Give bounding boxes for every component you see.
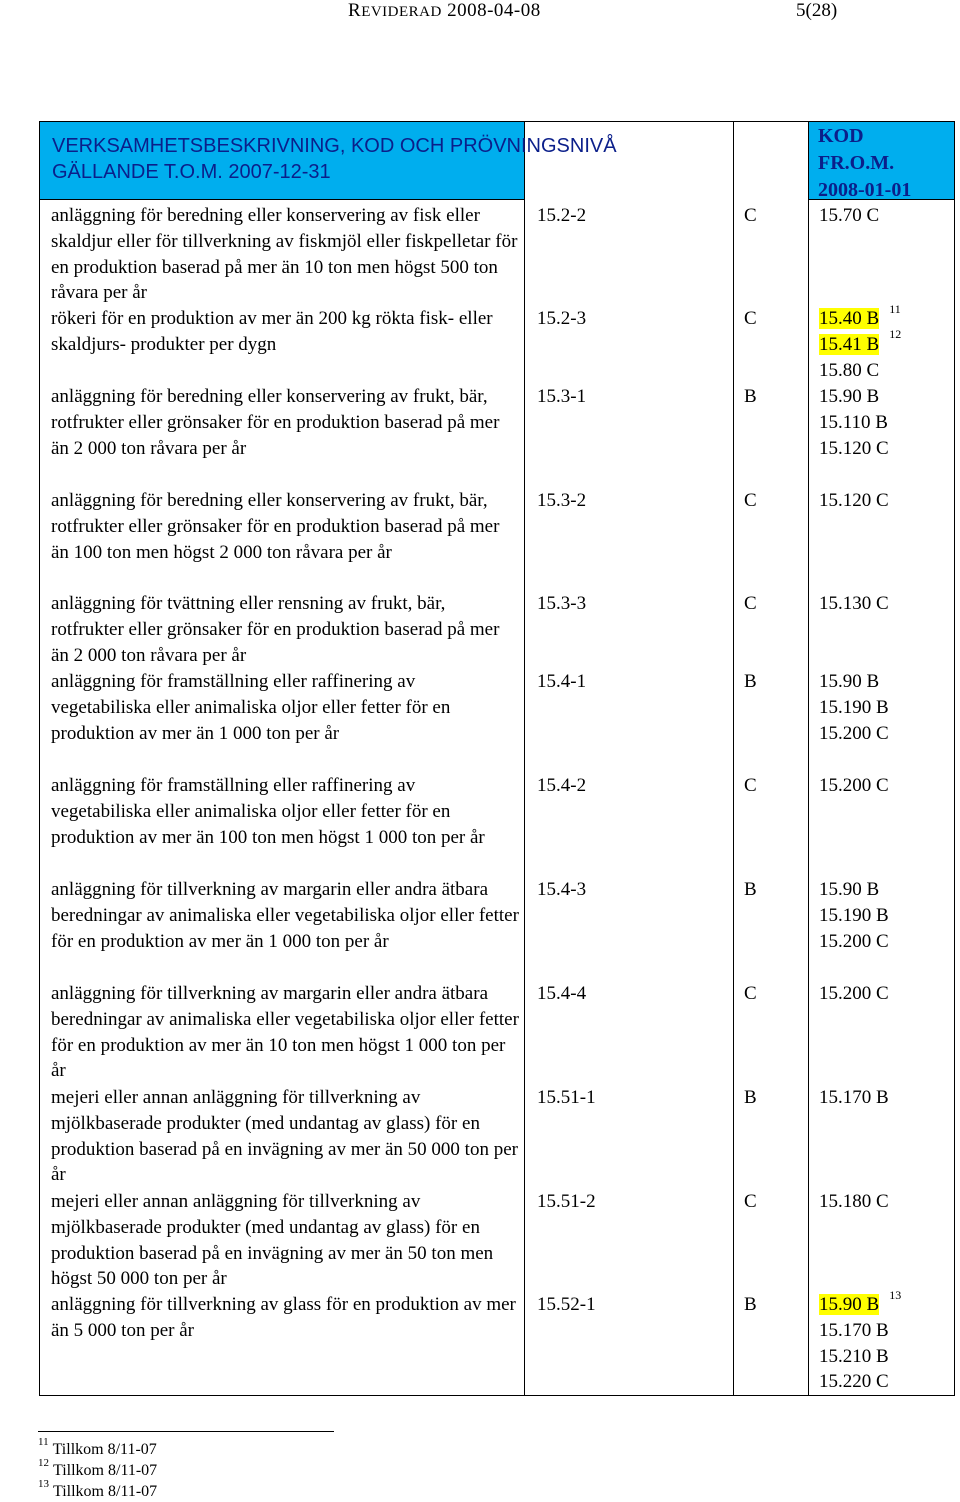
page-number: 5(28) [796,0,838,21]
permit-level: B [744,1087,757,1108]
activity-description: rökeri för en produktion av mer än 200 kg rökta fisk- eller skaldjurs- produkter per dygn [51,308,493,355]
new-codes [819,1189,889,1215]
new-code: 15.190 B [819,904,889,926]
activity-description: anläggning för tillverkning av glass för en produktion av mer än 5 000 ton per år [51,1294,516,1341]
permit-level: C [744,490,757,511]
new-code: 15.130 C [819,593,889,614]
new-codes [819,488,889,514]
activity-description: mejeri eller annan anläggning för tillverkning av mjölkbaserade produkter (med undantag av glass) för en produktion baserad på en invägning av mer än 50 000 ton per år [51,1087,518,1186]
header-rule-left [39,199,524,200]
permit-level: C [744,593,757,614]
old-code: 15.52-1 [537,1294,596,1315]
activity-description: anläggning för beredning eller konservering av fisk eller skaldjur eller för tillverkning av fiskmjöl eller fiskpelletar för en produktion baserad på mer än 10 ton men högst 500 ton råvara per år [51,205,518,304]
new-code: 15.80 C [819,359,880,381]
activity-description: anläggning för beredning eller konservering av frukt, bär, rotfrukter eller grönsaker för en produktion baserad på mer än 100 ton men högst 2 000 ton råvara per år [51,490,500,563]
permit-level: C [744,308,757,329]
footnote-ref[interactable]: 11 [889,301,901,316]
new-code: 15.120 C [819,490,889,511]
activity-description: anläggning för framställning eller raffinering av vegetabiliska eller animaliska oljor eller fetter för en produktion av mer än 100 ton men högst 1 000 ton per år [51,775,485,848]
permit-level: C [744,205,757,226]
new-code: 15.41 B $^{12}$ [819,327,902,355]
old-code: 15.3-3 [537,593,587,614]
column-divider-2 [733,121,734,1396]
new-code: 15.200 C [819,775,889,796]
new-code: 15.120 C [819,437,889,459]
new-codes [819,877,889,954]
new-code: 15.210 B [819,1345,889,1367]
revision-label [348,0,541,22]
new-code: 15.170 B [819,1087,889,1108]
new-codes [819,669,889,746]
footnote-ref[interactable]: 13 [889,1287,902,1302]
new-codes [819,203,879,229]
new-codes [819,591,889,617]
table-title-line-1: VERKSAMHETSBESKRIVNING, KOD OCH PRÖVNINGSNIVÅ [52,135,617,157]
old-code: 15.4-4 [537,983,587,1004]
new-code: 15.90 B [819,671,880,692]
new-code: 15.200 C [819,983,889,1004]
new-code-header-line-1: KOD [818,125,864,147]
new-code: 15.90 B [819,386,880,407]
new-code-header-line-3: 2008-01-01 [818,179,912,201]
permit-level: B [744,671,757,692]
activity-description: anläggning för framställning eller raffinering av vegetabiliska eller animaliska oljor eller fetter för en produktion av mer än 1 000 ton per år [51,671,451,744]
new-code: 15.200 C [819,722,889,744]
new-code: 15.220 C [819,1371,889,1393]
permit-level: C [744,1191,757,1212]
activity-description: anläggning för tillverkning av margarin eller andra ätbara beredningar av animaliska eller vegetabiliska oljor eller fetter för en produktion av mer än 1 000 ton per år [51,879,519,952]
activity-description: anläggning för beredning eller konservering av frukt, bär, rotfrukter eller grönsaker för en produktion baserad på mer än 2 000 ton råvara per år [51,386,500,459]
page-header [0,0,960,26]
new-code: 15.110 B [819,411,888,433]
new-codes [819,773,889,799]
new-code: 15.180 C [819,1191,889,1212]
new-codes [819,301,902,383]
table-title-line-2: GÄLLANDE T.O.M. 2007-12-31 [52,161,331,183]
footnote: $^{13}$ Tillkom 8/11-07 [38,1477,158,1500]
new-code: 15.40 B $^{11}$ [819,301,901,329]
permit-level: C [744,983,757,1004]
new-codes [819,1287,902,1395]
new-code: 15.170 B [819,1319,889,1341]
column-divider-1 [524,121,525,1396]
activity-description: anläggning för tillverkning av margarin eller andra ätbara beredningar av animaliska eller vegetabiliska oljor eller fetter för en produktion av mer än 10 ton men högst 1 000 ton per år [51,983,519,1082]
old-code: 15.51-1 [537,1087,596,1108]
new-code-header-line-2: FR.O.M. [818,152,895,174]
new-code-header [818,123,911,204]
new-codes [819,981,889,1007]
old-code: 15.2-2 [537,205,587,226]
footnotes [38,1435,158,1502]
table-title [52,133,617,185]
new-codes [819,1085,889,1111]
old-code: 15.4-1 [537,671,587,692]
old-code: 15.3-2 [537,490,587,511]
footnote-rule [38,1431,334,1432]
new-code: 15.200 C [819,930,889,952]
activity-description: anläggning för tvättning eller rensning av frukt, bär, rotfrukter eller grönsaker för en produktion baserad på mer än 2 000 ton råvara per år [51,593,500,666]
activity-description: mejeri eller annan anläggning för tillverkning av mjölkbaserade produkter (med undantag av glass) för en produktion baserad på en invägning av mer än 50 ton men högst 50 000 ton per år [51,1191,494,1290]
permit-level: C [744,775,757,796]
new-codes [819,384,889,461]
revised-label: REVIDERAD [348,0,442,21]
column-divider-3 [808,121,809,1396]
new-code: 15.90 B [819,879,880,900]
new-code: 15.190 B [819,696,889,718]
old-code: 15.4-3 [537,879,587,900]
new-code: 15.90 B $^{13}$ [819,1287,902,1315]
permit-level: B [744,879,757,900]
old-code: 15.51-2 [537,1191,596,1212]
footnote: $^{11}$ Tillkom 8/11-07 [38,1435,157,1458]
footnote-ref[interactable]: 12 [889,327,902,342]
footnote: $^{12}$ Tillkom 8/11-07 [38,1456,158,1479]
revision-date: 2008-04-08 [447,0,541,21]
permit-level: B [744,386,757,407]
new-code: 15.70 C [819,205,880,226]
old-code: 15.2-3 [537,308,587,329]
old-code: 15.4-2 [537,775,587,796]
permit-level: B [744,1294,757,1315]
old-code: 15.3-1 [537,386,587,407]
